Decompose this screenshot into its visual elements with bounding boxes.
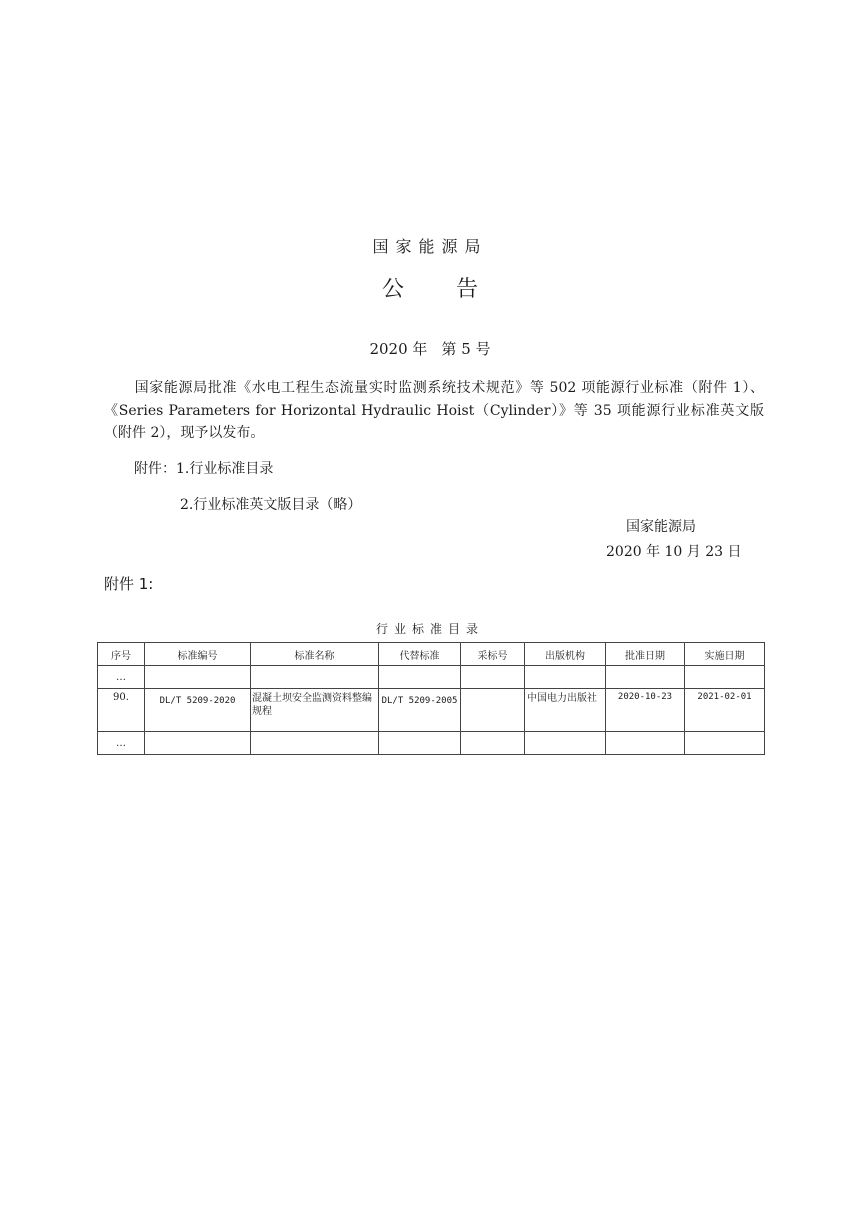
header-effective: 实施日期 (685, 643, 765, 666)
cell-effective: 2021-02-01 (685, 689, 765, 732)
title-char-right: 告 (456, 277, 479, 302)
announcement-text: 国家能源局批准《水电工程生态流量实时监测系统技术规范》等 502 项能源行业标准（附件 1）、《Series Parameters for Horizontal Hydraulic Hoist（Cylinder）》等 35 项能源行业标准英文版（附件 2），现予以发布。 (104, 380, 764, 441)
table-row (98, 689, 765, 732)
cell-seq: 90. (98, 689, 145, 732)
header-publisher: 出版机构 (525, 643, 606, 666)
signature-date: 2020 年 10 月 23 日 (606, 544, 742, 560)
issuing-organization: 国家能源局 (372, 237, 488, 256)
table-row-ellipsis-top (98, 666, 765, 689)
ellipsis-cell: … (98, 666, 145, 689)
header-approved: 批准日期 (606, 643, 685, 666)
header-code: 标准编号 (145, 643, 251, 666)
attachment-label: 附件 1: (104, 575, 154, 593)
header-adopted: 采标号 (461, 643, 525, 666)
document-number (0, 338, 860, 359)
document-title (0, 272, 860, 303)
table-title: 行业标准目录 (375, 622, 484, 636)
table-header-row (98, 643, 765, 666)
attachment-line-1: 附件：1.行业标准目录 (134, 461, 274, 477)
header-replaces: 代替标准 (379, 643, 461, 666)
document-issue: 第 5 号 (441, 340, 491, 358)
cell-approved: 2020-10-23 (606, 689, 685, 732)
header-seq: 序号 (98, 643, 145, 666)
table-row-ellipsis-bottom (98, 732, 765, 755)
title-char-left: 公 (381, 277, 404, 302)
signature-organization: 国家能源局 (626, 519, 696, 535)
cell-publisher: 中国电力出版社 (525, 689, 606, 732)
cell-name: 混凝土坝安全监测资料整编规程 (251, 689, 379, 732)
cell-replaces: DL/T 5209-2005 (379, 689, 461, 732)
document-year: 2020 年 (369, 340, 428, 358)
standards-table (97, 642, 765, 755)
attachment-line-2: 2.行业标准英文版目录（略） (180, 497, 362, 513)
header-name: 标准名称 (251, 643, 379, 666)
announcement-paragraph (104, 377, 764, 445)
cell-code: DL/T 5209-2020 (145, 689, 251, 732)
ellipsis-cell: … (98, 732, 145, 755)
cell-adopted (461, 689, 525, 732)
